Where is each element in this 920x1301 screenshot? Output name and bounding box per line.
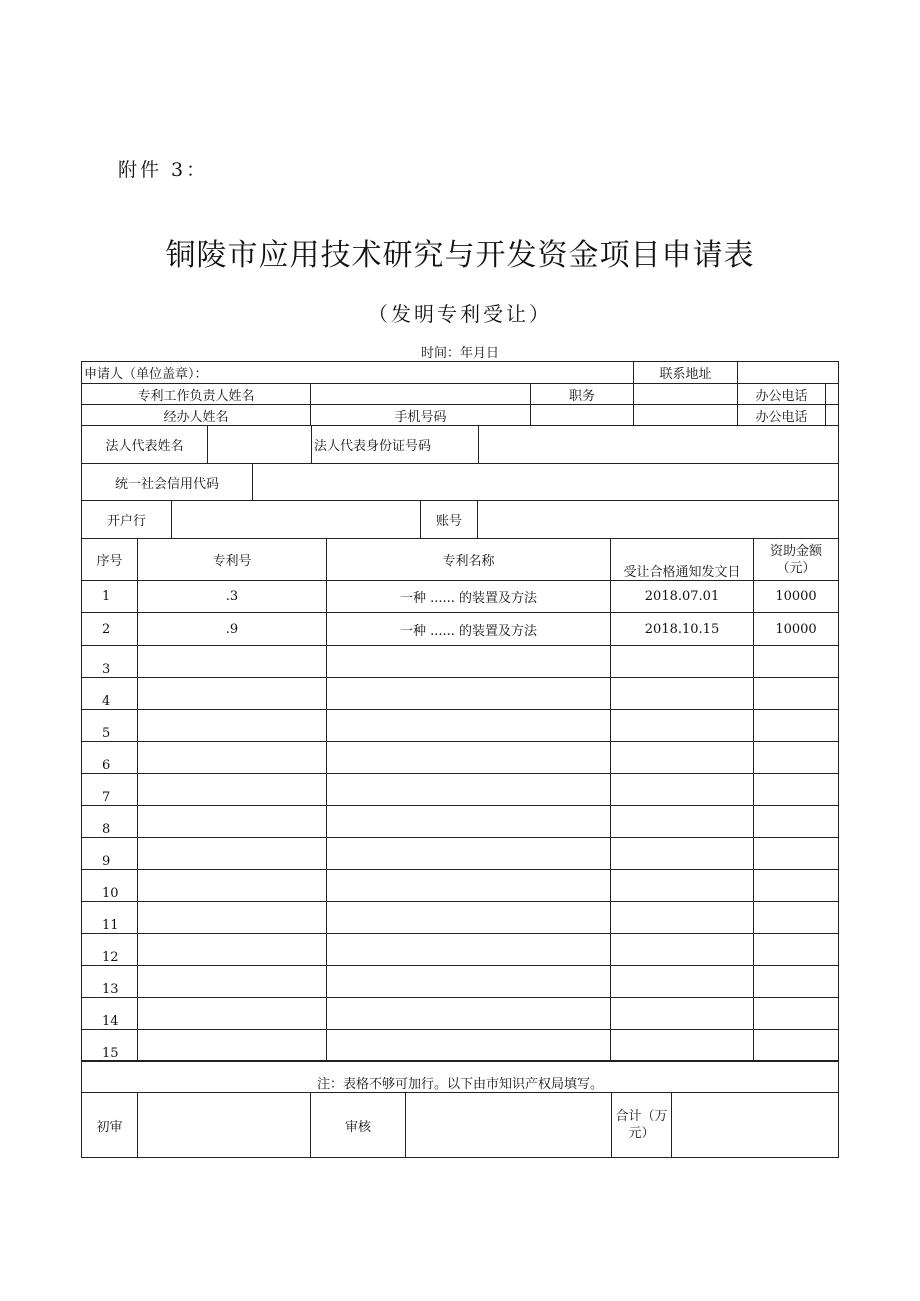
row-amount[interactable] (754, 710, 839, 742)
table-row (82, 678, 839, 710)
row-notice-date[interactable] (611, 870, 754, 902)
row-patent-name[interactable] (327, 998, 611, 1030)
handler-label: 经办人姓名 (82, 405, 311, 426)
office-phone2-field[interactable] (826, 405, 839, 426)
row-patent-no[interactable] (138, 838, 327, 870)
row-patent-name[interactable] (327, 934, 611, 966)
office-phone2-label: 办公电话 (738, 405, 826, 426)
account-field[interactable] (478, 501, 839, 539)
bank-field[interactable] (172, 501, 421, 539)
row-patent-no[interactable] (138, 806, 327, 838)
row-notice-date[interactable] (611, 742, 754, 774)
patent-lead-label: 专利工作负责人姓名 (82, 384, 311, 405)
row-notice-date[interactable] (611, 838, 754, 870)
total-field[interactable] (672, 1093, 839, 1158)
table-row (82, 1030, 839, 1062)
row-seq: 14 (82, 998, 138, 1030)
table-row (82, 902, 839, 934)
row-patent-name[interactable] (327, 678, 611, 710)
row-patent-name[interactable] (327, 1030, 611, 1062)
row-patent-name[interactable]: 一种 ...... 的装置及方法 (327, 613, 611, 646)
row-patent-no[interactable] (138, 646, 327, 678)
applicant-label: 申请人（单位盖章）： (82, 362, 634, 384)
row-amount[interactable] (754, 934, 839, 966)
row-seq: 7 (82, 774, 138, 806)
table-row (82, 710, 839, 742)
initial-review-field[interactable] (138, 1093, 311, 1158)
row-seq: 9 (82, 838, 138, 870)
row-notice-date[interactable] (611, 646, 754, 678)
row-notice-date[interactable]: 2018.10.15 (611, 613, 754, 646)
row-patent-no[interactable] (138, 902, 327, 934)
row-notice-date[interactable] (611, 1030, 754, 1062)
row-amount[interactable] (754, 870, 839, 902)
office-phone-field[interactable] (826, 384, 839, 405)
row-patent-name[interactable] (327, 710, 611, 742)
table-row (82, 774, 839, 806)
credit-code-field[interactable] (253, 464, 839, 501)
row-amount[interactable]: 10000 (754, 581, 839, 613)
row-patent-no[interactable] (138, 998, 327, 1030)
row-notice-date[interactable] (611, 774, 754, 806)
col-patent-no: 专利号 (138, 539, 327, 581)
row-amount[interactable] (754, 902, 839, 934)
credit-code-label: 统一社会信用代码 (82, 464, 253, 501)
row-notice-date[interactable] (611, 678, 754, 710)
legal-rep-field[interactable] (208, 426, 312, 464)
legal-rep-table (81, 425, 839, 464)
row-seq: 10 (82, 870, 138, 902)
row-patent-name[interactable] (327, 870, 611, 902)
row-notice-date[interactable] (611, 710, 754, 742)
mobile-field[interactable] (531, 405, 634, 426)
legal-id-field[interactable] (479, 426, 839, 464)
row-patent-no[interactable] (138, 774, 327, 806)
row-patent-no[interactable] (138, 678, 327, 710)
row-amount[interactable] (754, 998, 839, 1030)
credit-code-table (81, 463, 839, 501)
mobile-label: 手机号码 (311, 405, 531, 426)
row-notice-date[interactable] (611, 998, 754, 1030)
row-patent-no[interactable] (138, 934, 327, 966)
legal-rep-label: 法人代表姓名 (82, 426, 208, 464)
row-amount[interactable] (754, 838, 839, 870)
row-seq: 1 (82, 581, 138, 613)
row-patent-no[interactable] (138, 710, 327, 742)
row-amount[interactable] (754, 1030, 839, 1062)
table-row (82, 581, 839, 613)
attachment-label: 附件 3： (118, 159, 209, 181)
row-seq: 4 (82, 678, 138, 710)
row-amount[interactable] (754, 806, 839, 838)
row-patent-no[interactable] (138, 1030, 327, 1062)
row-patent-no[interactable]: .9 (138, 613, 327, 646)
row-patent-name[interactable] (327, 966, 611, 998)
position-field[interactable] (634, 384, 738, 405)
table-row (82, 998, 839, 1030)
row-patent-no[interactable] (138, 742, 327, 774)
patent-lead-field[interactable] (311, 384, 531, 405)
row-amount[interactable] (754, 678, 839, 710)
table-row (82, 934, 839, 966)
row-notice-date[interactable] (611, 966, 754, 998)
legal-id-label: 法人代表身份证号码 (312, 426, 479, 464)
row-patent-name[interactable]: 一种 ...... 的装置及方法 (327, 581, 611, 613)
row-notice-date[interactable]: 2018.07.01 (611, 581, 754, 613)
row-seq: 13 (82, 966, 138, 998)
col-amount: 资助金额（元） (754, 539, 839, 581)
handler-field[interactable] (634, 405, 738, 426)
row-seq: 5 (82, 710, 138, 742)
row-patent-name[interactable] (327, 646, 611, 678)
row-seq: 6 (82, 742, 138, 774)
table-note: 注：表格不够可加行。以下由市知识产权局填写。 (82, 1061, 839, 1093)
row-notice-date[interactable] (611, 806, 754, 838)
form-subtitle: （发明专利受让） (368, 302, 552, 326)
row-amount[interactable] (754, 966, 839, 998)
table-row (82, 613, 839, 646)
col-seq: 序号 (82, 539, 138, 581)
audit-field[interactable] (406, 1093, 612, 1158)
row-seq: 2 (82, 613, 138, 646)
row-patent-no[interactable] (138, 966, 327, 998)
col-patent-name: 专利名称 (327, 539, 611, 581)
address-field[interactable] (738, 362, 839, 384)
row-amount[interactable] (754, 646, 839, 678)
col-notice-date: 受让合格通知发文日 (611, 539, 754, 581)
table-row (82, 646, 839, 678)
row-amount[interactable]: 10000 (754, 613, 839, 646)
row-notice-date[interactable] (611, 902, 754, 934)
audit-label: 审核 (311, 1093, 406, 1158)
row-patent-name[interactable] (327, 838, 611, 870)
office-phone-label: 办公电话 (738, 384, 826, 405)
row-patent-no[interactable]: .3 (138, 581, 327, 613)
position-label: 职务 (531, 384, 634, 405)
row-seq: 3 (82, 646, 138, 678)
info-table-top (81, 361, 839, 426)
row-amount[interactable] (754, 774, 839, 806)
row-patent-no[interactable] (138, 870, 327, 902)
account-label: 账号 (421, 501, 478, 539)
form-title: 铜陵市应用技术研究与开发资金项目申请表 (165, 238, 755, 273)
bank-table (81, 500, 839, 539)
table-row (82, 870, 839, 902)
table-row (82, 806, 839, 838)
time-line: 时间：年月日 (420, 346, 499, 361)
table-row (82, 742, 839, 774)
row-seq: 11 (82, 902, 138, 934)
table-row (82, 838, 839, 870)
address-label: 联系地址 (634, 362, 738, 384)
row-seq: 12 (82, 934, 138, 966)
row-patent-name[interactable] (327, 774, 611, 806)
row-amount[interactable] (754, 742, 839, 774)
row-seq: 15 (82, 1030, 138, 1062)
bank-label: 开户行 (82, 501, 172, 539)
total-label: 合计（万元） (612, 1093, 672, 1158)
footer-table (81, 1060, 839, 1158)
row-patent-name[interactable] (327, 806, 611, 838)
patent-table (81, 538, 839, 1062)
row-seq: 8 (82, 806, 138, 838)
initial-review-label: 初审 (82, 1093, 138, 1158)
row-patent-name[interactable] (327, 902, 611, 934)
patent-table-header (82, 539, 839, 581)
table-row (82, 966, 839, 998)
row-patent-name[interactable] (327, 742, 611, 774)
row-notice-date[interactable] (611, 934, 754, 966)
